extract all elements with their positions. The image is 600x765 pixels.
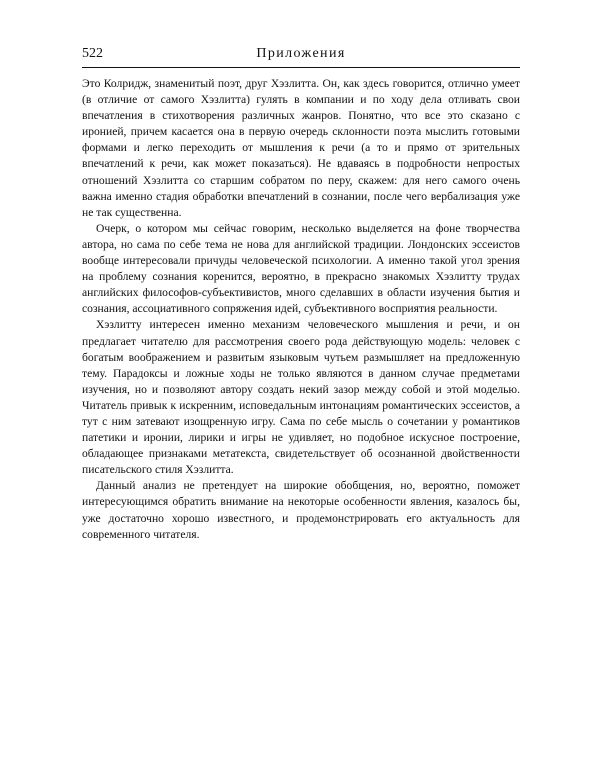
paragraph: Хэзлитту интересен именно механизм человеческого мышления и речи, и он предлагает читателю для рассмотрения своего рода действующую модель: человек с богатым воображением и развитым языковым чутьем размышляет на предложенную тему. Парадоксы и ложные ходы не только являются в данном случае предметами изучения, но и позволяют автору создать некий зазор между собой и этой моделью. Читатель привык к искренним, исповедальным интонациям романтических эссеистов, а тут с ним затевают изощренную игру. Сама по себе мысль о сочетании у романтиков патетики и иронии, лирики и игры не удивляет, но подобное искусное построение, обладающее признаками метатекста, свидетельствует об осознанной двойственности писательского стиля Хэзлитта. [82,318,520,477]
paragraph: Очерк, о котором мы сейчас говорим, несколько выделяется на фоне творчества автора, но сама по себе тема не нова для английской традиции. Лондонских эссеистов вообще интересовали причуды человеческой психологии. А именно такой угол зрения на проблему сознания коренится, вероятно, в прекрасно знакомых Хэзлитту трудах английских философов-субъективистов, много сделавших в области изучения бытия и сознания, ассоциативного сопряжения идей, субъективного восприятия реальности. [82,221,520,316]
paragraph: Это Колридж, знаменитый поэт, друг Хэзлитта. Он, как здесь говорится, отлично умеет (в отличие от самого Хэзлитта) гулять в компании и по ходу дела отливать свои впечатления в стихотворения различных жанров. Понятно, что все это сказано с иронией, причем касается она в первую очередь склонности поэта мыслить готовыми формами и легко переходить от мышления к речи (а то и прямо от зрительных впечатлений к речи, как может показаться). Не вдаваясь в подробности непростых отношений Хэзлитта со старшим собратом по перу, скажем: для него самого очень важна именно стадия обработки впечатлений в сознании, после чего вербализация уже не так существенна. [82,77,520,219]
page-number: 522 [82,46,103,61]
header-rule [82,67,520,68]
running-header [82,46,520,64]
section-title: Приложения [256,46,346,61]
paragraph: Данный анализ не претендует на широкие обобщения, но, вероятно, поможет интересующимся обратить внимание на некоторые особенности явления, казалось бы, уже достаточно хорошо известного, и продемонстрировать его актуальность для современного читателя. [82,479,520,541]
body-text [82,76,520,543]
book-page [82,46,520,543]
